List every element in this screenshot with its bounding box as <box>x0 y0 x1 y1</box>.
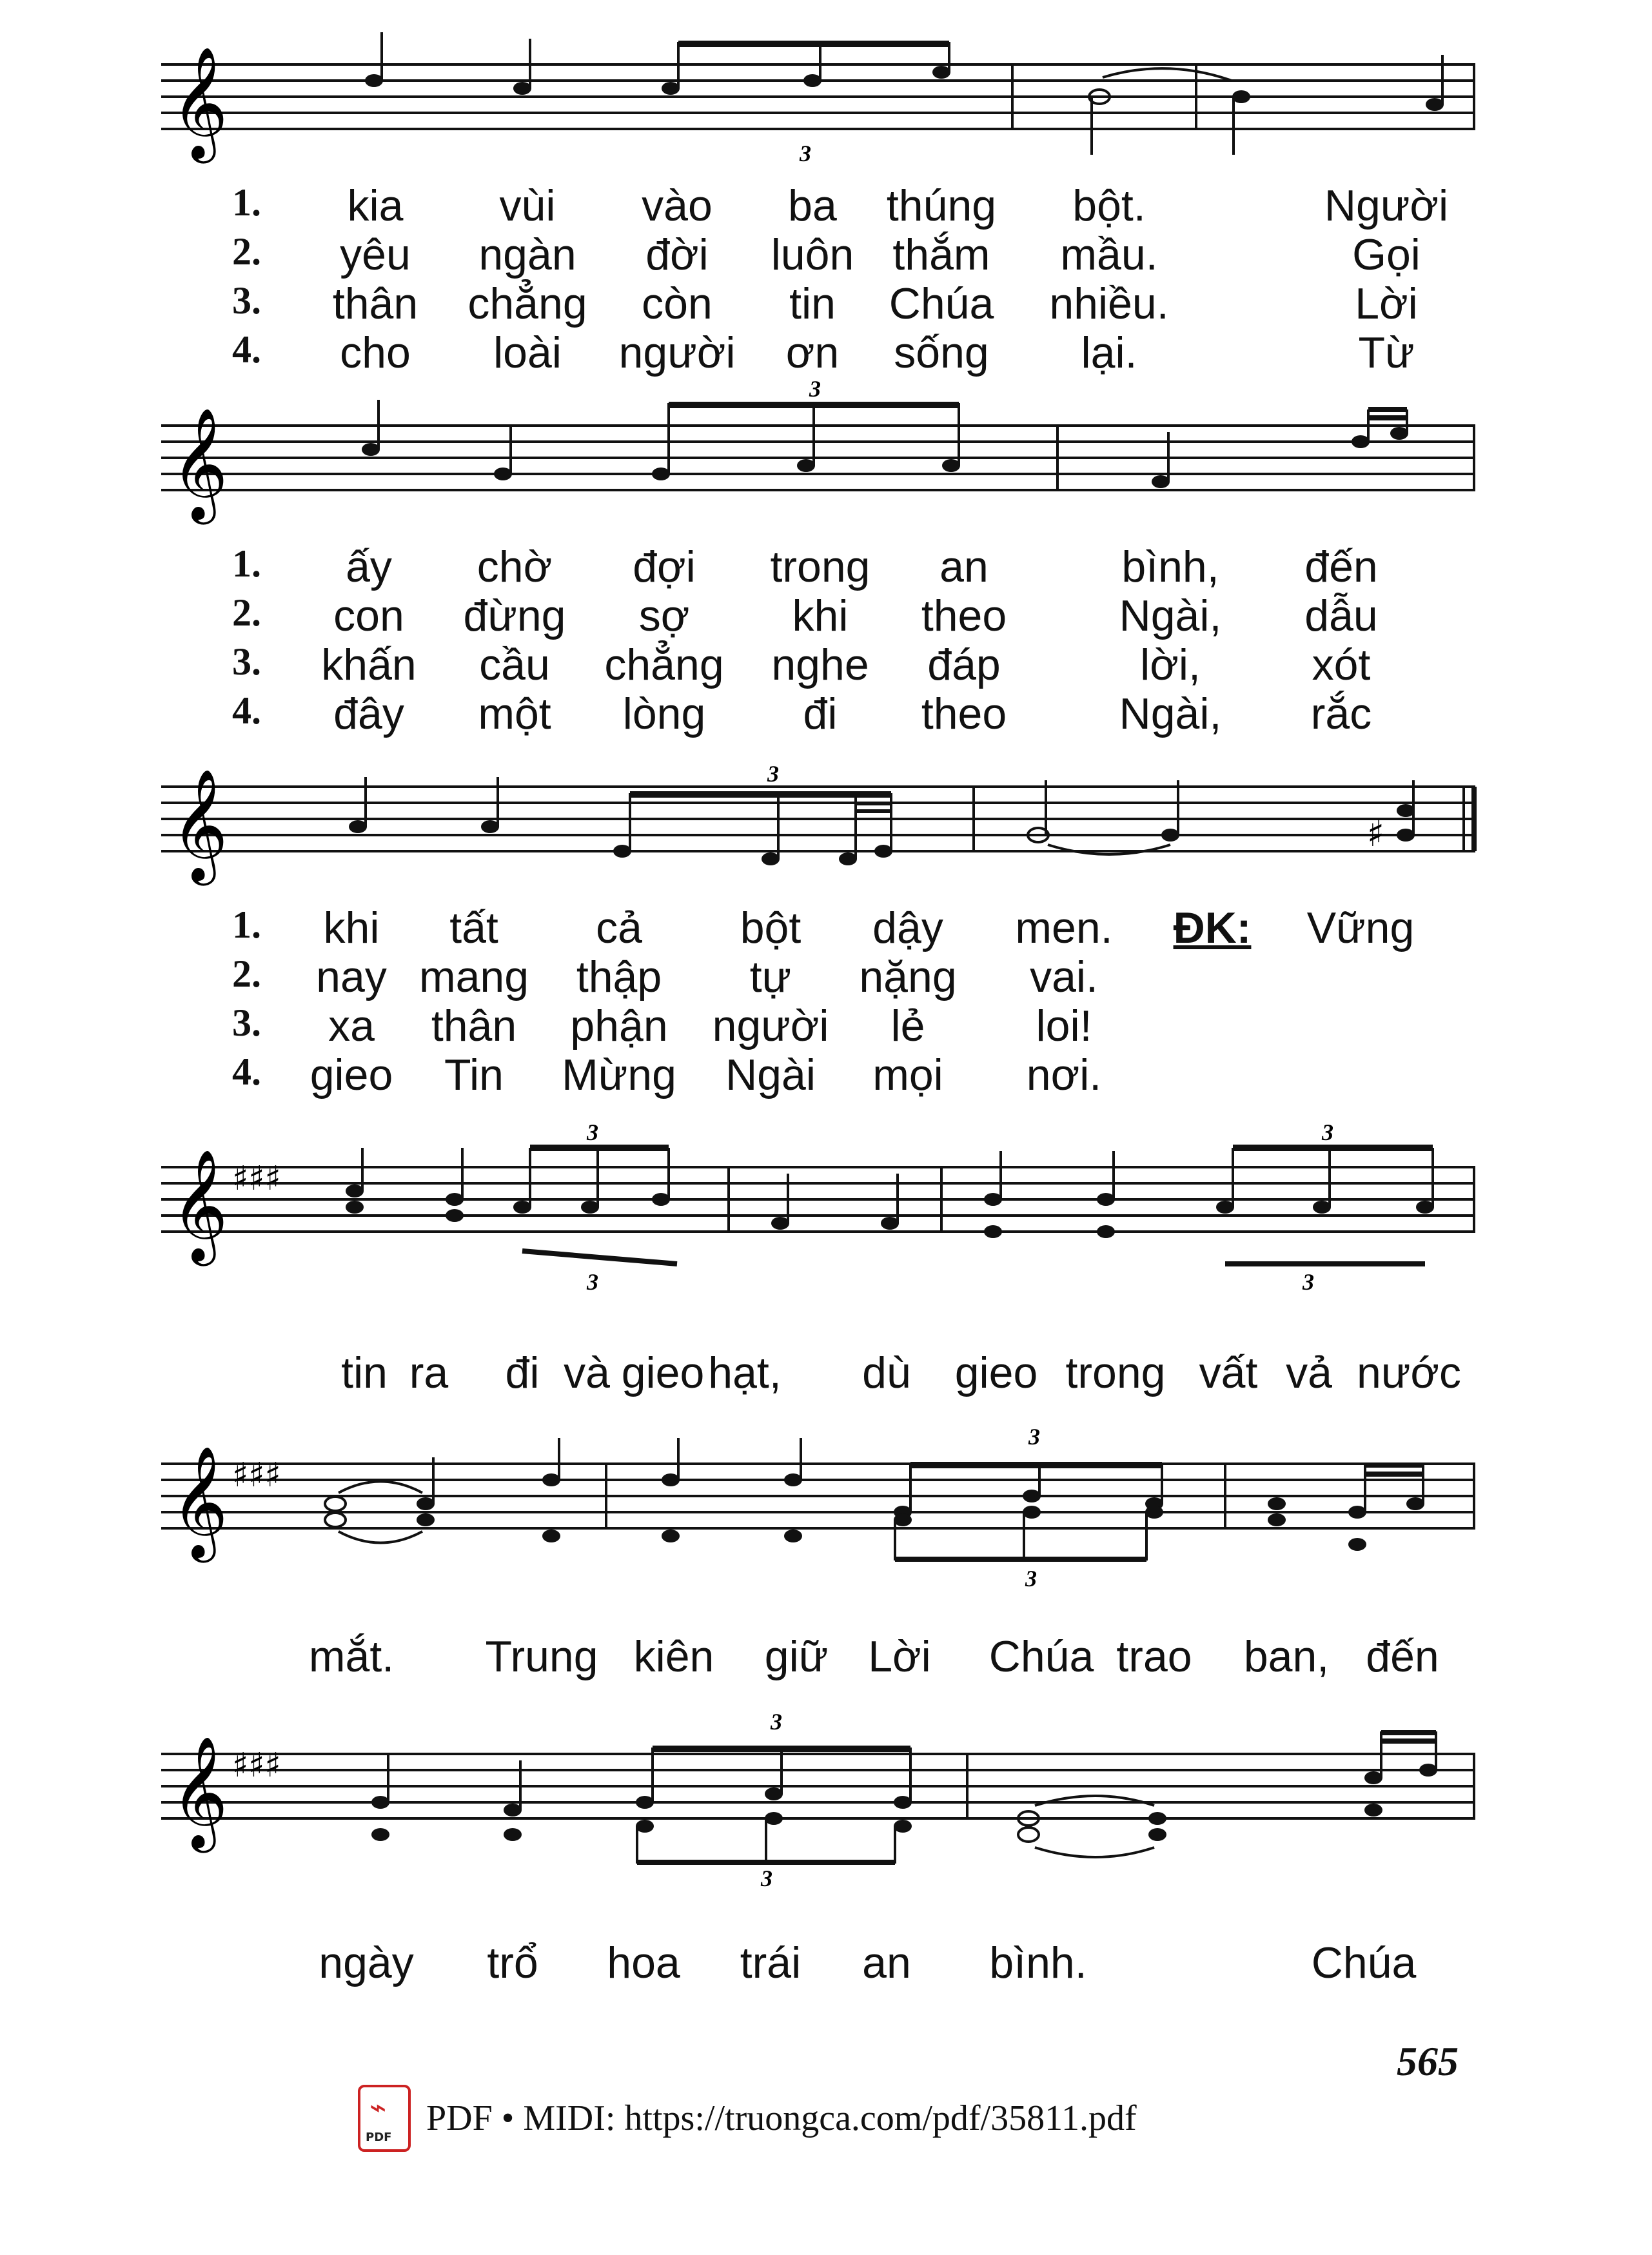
lyric-word: cả <box>596 903 642 952</box>
chorus-marker: ĐK: <box>1173 903 1252 952</box>
key-signature-sharps: ♯♯♯ <box>232 1746 281 1785</box>
lyric-word: xót <box>1312 640 1371 689</box>
staff-system-2 <box>161 376 1475 542</box>
lyric-word: tất <box>449 903 498 952</box>
lyric-word: Người <box>1324 181 1449 230</box>
svg-text:3: 3 <box>767 761 779 787</box>
lyric-word: dậy <box>872 903 943 952</box>
lyric-word: ba <box>788 181 837 230</box>
music-staff-4 <box>161 1119 1475 1309</box>
lyric-word: ngàn <box>478 230 576 279</box>
music-staff-6 <box>161 1709 1475 1896</box>
lyric-word: cầu <box>479 640 550 689</box>
lyric-word: thân <box>431 1001 517 1050</box>
verse-number: 3. <box>232 279 261 322</box>
lyric-word: đây <box>333 689 404 738</box>
lyric-word: đáp <box>927 640 1001 689</box>
lyric-word: đời <box>645 230 709 279</box>
lyric-word: lòng <box>622 689 706 738</box>
key-signature-sharps: ♯♯♯ <box>232 1456 281 1495</box>
lyric-word: giữ <box>764 1632 829 1681</box>
lyric-word: Chúa <box>988 1632 1094 1681</box>
lyric-word: tự <box>749 952 792 1001</box>
verse-number: 1. <box>232 542 261 585</box>
treble-clef-icon: 𝄞 <box>171 1736 228 1848</box>
lyrics-system-2 <box>161 542 1475 738</box>
lyric-word: ơn <box>785 328 840 377</box>
lyric-word: trái <box>740 1938 801 1987</box>
music-staff-5 <box>161 1424 1475 1606</box>
lyric-word: kia <box>347 181 404 230</box>
lyric-word: ra <box>409 1348 449 1397</box>
verse-number: 4. <box>232 689 261 732</box>
lyric-word: ngày <box>319 1938 414 1987</box>
lyric-word: xa <box>328 1001 375 1050</box>
download-link[interactable]: PDF • MIDI: https://truongca.com/pdf/35811.pdf <box>426 2098 1137 2138</box>
music-staff-1 <box>161 46 1475 181</box>
lyric-word: yêu <box>340 230 411 279</box>
lyric-word: Lời <box>1355 279 1418 328</box>
chorus-line <box>161 1938 1475 1987</box>
lyric-word: Lời <box>868 1632 931 1681</box>
lyric-word: Mừng <box>562 1050 676 1099</box>
lyric-word: mọi <box>872 1050 943 1099</box>
lyric-word: người <box>618 328 736 377</box>
lyric-word: thúng <box>886 181 997 230</box>
lyric-word: đến <box>1304 542 1378 591</box>
lyric-word: mang <box>418 952 529 1001</box>
staff-system-5 <box>161 1424 1475 1591</box>
lyric-word: nơi. <box>1026 1050 1102 1099</box>
page-number: 565 <box>1397 2038 1459 2084</box>
svg-text:3: 3 <box>771 1709 782 1735</box>
verse-line <box>161 689 1475 738</box>
lyric-word: Trung <box>485 1632 598 1681</box>
lyric-word: người <box>712 1001 829 1050</box>
lyric-word: loài <box>493 328 562 377</box>
verse-number: 4. <box>232 328 261 371</box>
lyric-word: Tin <box>444 1050 504 1099</box>
lyric-word: gieo <box>310 1050 393 1099</box>
lyric-word: trong <box>1065 1348 1166 1397</box>
lyric-word: Từ <box>1358 328 1415 377</box>
lyric-word: bình, <box>1121 542 1219 591</box>
footer <box>358 2089 1137 2147</box>
verse-number: 2. <box>232 952 261 995</box>
lyric-word: Chúa <box>889 279 994 328</box>
lyric-word: đến <box>1366 1632 1439 1681</box>
lyric-word: nhiều. <box>1049 279 1169 328</box>
lyric-word: lẻ <box>890 1001 925 1050</box>
lyric-word: khấn <box>321 640 417 689</box>
lyric-word: nay <box>316 952 387 1001</box>
lyric-word: an <box>862 1938 911 1987</box>
chorus-line <box>161 1348 1475 1397</box>
svg-text:3: 3 <box>587 1119 598 1145</box>
staff-system-1 <box>161 46 1475 181</box>
lyric-word: Ngài <box>725 1050 816 1099</box>
lyric-word: phận <box>570 1001 668 1050</box>
staff-system-4 <box>161 1119 1475 1295</box>
verse-line <box>161 640 1475 689</box>
lyric-word: trao <box>1116 1632 1192 1681</box>
lyric-word: gieo <box>954 1348 1038 1397</box>
lyric-word: sống <box>894 328 989 377</box>
verse-line <box>161 1050 1475 1099</box>
lyric-word: vả <box>1286 1348 1332 1397</box>
lyric-word: hạt, <box>708 1348 782 1397</box>
lyric-word: Ngài, <box>1119 591 1222 640</box>
lyric-word: bột. <box>1072 181 1146 230</box>
lyrics-system-4 <box>161 1348 1475 1397</box>
lyric-word: sợ <box>638 591 690 640</box>
verse-line <box>161 181 1475 230</box>
lyric-word: theo <box>921 689 1007 738</box>
treble-clef-icon: 𝄞 <box>171 46 228 159</box>
treble-clef-icon: 𝄞 <box>171 769 228 881</box>
svg-text:3: 3 <box>587 1269 598 1295</box>
lyrics-system-1 <box>161 181 1475 377</box>
verse-number: 2. <box>232 591 261 634</box>
lyric-word: hoa <box>607 1938 680 1987</box>
verse-line <box>161 230 1475 279</box>
svg-text:3: 3 <box>761 1866 772 1891</box>
lyric-word: tin <box>789 279 836 328</box>
lyric-word: lời, <box>1140 640 1201 689</box>
lyric-word: mắt. <box>308 1632 395 1681</box>
svg-text:3: 3 <box>800 141 811 166</box>
lyric-word: trổ <box>487 1938 538 1987</box>
lyric-word: vào <box>642 181 713 230</box>
lyric-word: rắc <box>1310 689 1372 738</box>
svg-text:3: 3 <box>1025 1566 1037 1591</box>
verse-number: 3. <box>232 1001 261 1044</box>
verse-line <box>161 952 1475 1001</box>
lyric-word: nghe <box>771 640 869 689</box>
lyric-word: gieo <box>621 1348 705 1397</box>
lyric-word: con <box>333 591 404 640</box>
staff-system-6 <box>161 1709 1475 1891</box>
lyric-word: theo <box>921 591 1007 640</box>
lyric-word: thân <box>332 279 418 328</box>
lyric-word: thập <box>576 952 662 1001</box>
verse-line <box>161 1001 1475 1050</box>
lyric-word: men. <box>1015 903 1113 952</box>
svg-text:3: 3 <box>1028 1424 1040 1450</box>
lyric-word: ấy <box>346 542 392 591</box>
svg-text:3: 3 <box>1303 1269 1314 1295</box>
lyrics-system-3 <box>161 903 1475 1099</box>
pdf-badge-label: PDF <box>366 2131 392 2144</box>
lyric-word: nước <box>1357 1348 1461 1397</box>
lyric-word: lại. <box>1081 328 1137 377</box>
lyric-word: nặng <box>859 952 957 1001</box>
verse-number: 1. <box>232 181 261 224</box>
lyric-word: chẳng <box>467 279 587 328</box>
svg-text:♯: ♯ <box>1367 813 1385 855</box>
lyrics-system-6 <box>161 1938 1475 1987</box>
lyric-word: còn <box>642 279 713 328</box>
verse-number: 1. <box>232 903 261 946</box>
lyric-word: bột <box>740 903 801 952</box>
lyric-word: luôn <box>771 230 854 279</box>
lyric-word: vùi <box>499 181 556 230</box>
verse-line <box>161 328 1475 377</box>
treble-clef-icon: 𝄞 <box>171 1446 228 1558</box>
verse-line <box>161 542 1475 591</box>
lyric-word: vất <box>1199 1348 1258 1397</box>
lyric-word: dù <box>862 1348 911 1397</box>
verse-line <box>161 279 1475 328</box>
svg-text:3: 3 <box>809 376 821 402</box>
lyric-word: và <box>564 1348 610 1397</box>
key-signature-sharps: ♯♯♯ <box>232 1159 281 1198</box>
lyric-word: cho <box>340 328 411 377</box>
lyric-word: đợi <box>633 542 696 591</box>
lyric-word: một <box>478 689 551 738</box>
lyric-word: đừng <box>463 591 566 640</box>
lyric-word: an <box>939 542 988 591</box>
lyric-word: Ngài, <box>1119 689 1222 738</box>
treble-clef-icon: 𝄞 <box>171 1149 228 1261</box>
chorus-line <box>161 1631 1475 1680</box>
lyric-word: bình. <box>989 1938 1087 1987</box>
svg-text:3: 3 <box>1322 1119 1333 1145</box>
lyrics-system-5 <box>161 1631 1475 1680</box>
lyric-word: đi <box>803 689 838 738</box>
lyric-word: dẫu <box>1304 591 1378 640</box>
verse-line <box>161 903 1475 952</box>
lyric-word: ban, <box>1243 1632 1330 1681</box>
pdf-file-icon[interactable]: ⌁ PDF <box>358 2085 411 2152</box>
lyric-word: chờ <box>477 542 553 591</box>
staff-system-3 <box>161 761 1475 903</box>
lyric-word: Gọi <box>1352 230 1421 279</box>
verse-line <box>161 591 1475 640</box>
verse-number: 3. <box>232 640 261 683</box>
lyric-word: chẳng <box>604 640 724 689</box>
lyric-word: tin <box>341 1348 388 1397</box>
lyric-word: khi <box>792 591 849 640</box>
lyric-word: trong <box>770 542 870 591</box>
treble-clef-icon: 𝄞 <box>171 408 228 520</box>
lyric-word: khi <box>323 903 380 952</box>
lyric-word: mầu. <box>1060 230 1158 279</box>
lyric-word: thắm <box>892 230 990 279</box>
lyric-word: Chúa <box>1311 1938 1417 1987</box>
music-staff-3 <box>161 761 1475 903</box>
verse-number: 4. <box>232 1050 261 1093</box>
lyric-word: đi <box>505 1348 540 1397</box>
verse-number: 2. <box>232 230 261 273</box>
lyric-word: kiên <box>633 1632 714 1681</box>
lyric-word: vai. <box>1030 952 1098 1001</box>
music-staff-2 <box>161 376 1475 542</box>
lyric-word: Vững <box>1306 903 1415 952</box>
lyric-word: loi! <box>1036 1001 1092 1050</box>
